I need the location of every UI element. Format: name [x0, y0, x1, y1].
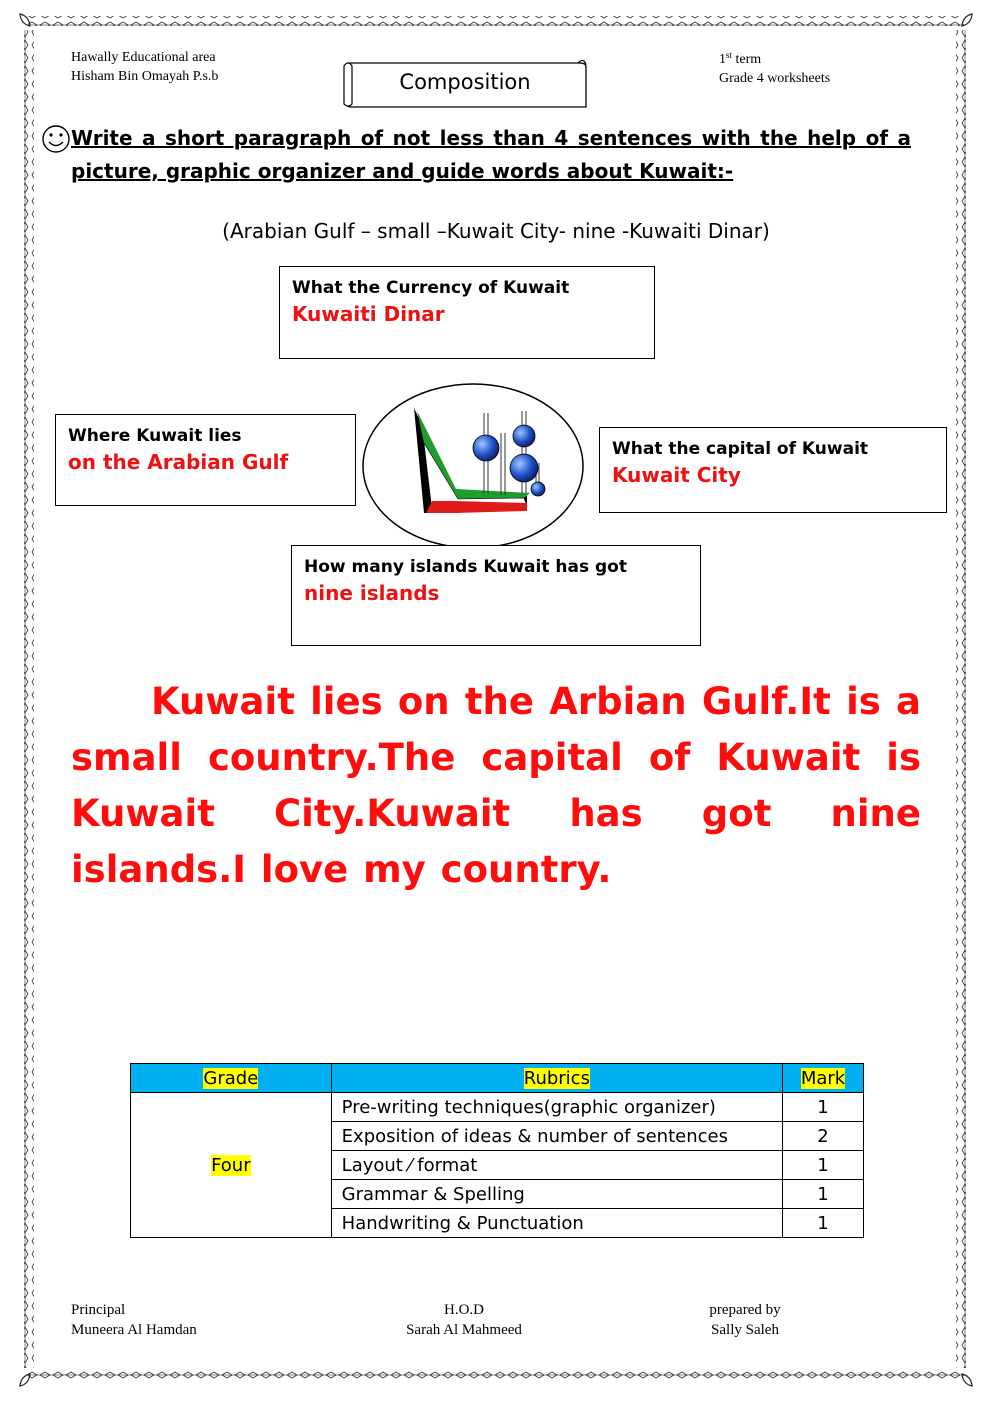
answer-paragraph-text: Kuwait lies on the Arbian Gulf.It is a small country.The capital of Kuwait is Kuwait City.Kuwait has got nine islands.I love my country.: [71, 680, 921, 891]
term-label: [719, 46, 830, 69]
footer-principal: [71, 1300, 197, 1340]
instruction-line-2: picture, graphic organizer and guide words about Kuwait:-: [71, 159, 734, 183]
rubric-cell: Pre-writing techniques(graphic organizer): [331, 1093, 782, 1122]
capital-answer: Kuwait City: [612, 463, 741, 487]
school-info: [71, 48, 218, 86]
kuwait-towers-emblem: [362, 383, 588, 553]
rubric-cell: Layout ⁄ format: [331, 1151, 782, 1180]
mark-header: Mark: [783, 1064, 864, 1093]
islands-question: How many islands Kuwait has got: [304, 557, 627, 577]
term-suffix: st: [726, 50, 733, 60]
smiley-icon: [41, 124, 71, 154]
principal-title: Principal: [71, 1302, 126, 1318]
footer-prepared-by: [704, 1300, 786, 1340]
term-word: term: [732, 52, 762, 67]
organizer-box-islands: [291, 545, 701, 646]
instruction-line-1: Write a short paragraph of not less than 4 sentences with the help of a: [71, 126, 911, 150]
currency-answer: Kuwaiti Dinar: [292, 302, 445, 326]
rubrics-header: Rubrics: [331, 1064, 782, 1093]
mark-cell: 1: [783, 1209, 864, 1238]
currency-question: What the Currency of Kuwait: [292, 278, 570, 298]
footer-hod: [398, 1300, 530, 1340]
capital-question: What the capital of Kuwait: [612, 439, 869, 459]
mark-cell: 2: [783, 1122, 864, 1151]
organizer-box-capital: [599, 427, 947, 513]
prepared-title: prepared by: [709, 1302, 781, 1318]
school-name: Hisham Bin Omayah P.s.b: [71, 69, 219, 84]
hod-name: Sarah Al Mahmeed: [406, 1322, 522, 1338]
page-title: Composition: [399, 70, 531, 94]
grade-cell: Four: [131, 1093, 332, 1238]
prepared-name: Sally Saleh: [711, 1322, 779, 1338]
term-number: 1: [719, 52, 726, 67]
term-info: [719, 46, 830, 88]
school-area: Hawally Educational area: [71, 50, 216, 65]
where-question: Where Kuwait lies: [68, 426, 242, 446]
rubric-cell: Grammar & Spelling: [331, 1180, 782, 1209]
rubric-cell: Handwriting & Punctuation: [331, 1209, 782, 1238]
organizer-box-currency: [279, 266, 655, 359]
grade-header: Grade: [131, 1064, 332, 1093]
mark-cell: 1: [783, 1180, 864, 1209]
principal-name: Muneera Al Hamdan: [71, 1322, 197, 1338]
where-answer: on the Arabian Gulf: [68, 450, 289, 474]
hod-title: H.O.D: [444, 1302, 484, 1318]
table-row: [131, 1093, 864, 1122]
islands-answer: nine islands: [304, 581, 440, 605]
grade-label: Grade 4 worksheets: [719, 71, 831, 86]
rubric-header-row: [131, 1064, 864, 1093]
rubric-cell: Exposition of ideas & number of sentences: [331, 1122, 782, 1151]
answer-paragraph: [71, 674, 921, 898]
instruction: [71, 122, 911, 188]
guide-words: (Arabian Gulf – small –Kuwait City- nine -Kuwaiti Dinar): [222, 219, 770, 243]
mark-cell: 1: [783, 1151, 864, 1180]
organizer-box-where: [55, 414, 356, 506]
mark-cell: 1: [783, 1093, 864, 1122]
rubric-table: [130, 1063, 864, 1238]
